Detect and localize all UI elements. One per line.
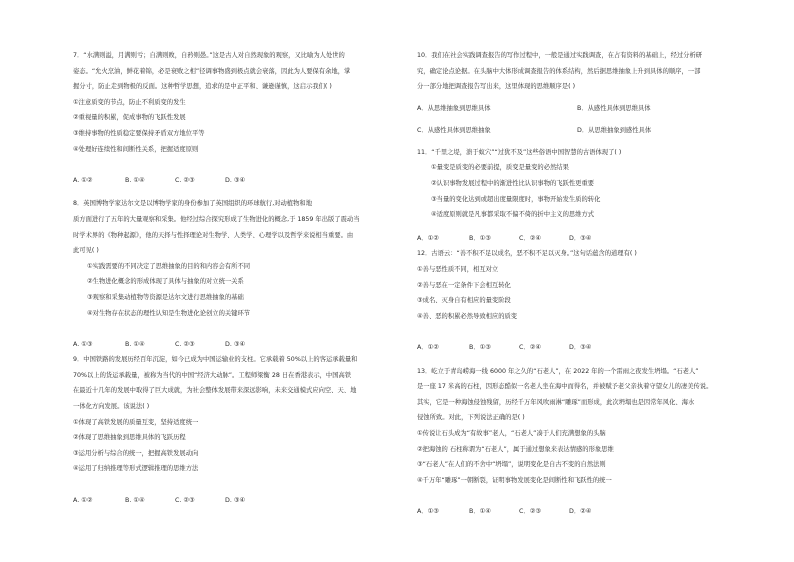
q7-choice-d[interactable]: D. ③④	[225, 176, 246, 184]
question-10	[417, 48, 757, 139]
question-11	[417, 145, 757, 247]
q13-option: ①传说让石头成为“有故事”老人，“石老人”凑于人们充满想象的头脑	[417, 429, 606, 437]
q7-option: ④处理好连续性和间断性关系，把握适度原则	[73, 145, 199, 153]
q7-option: ③维持事物的性质稳定要保持矛盾双方地位平等	[73, 129, 205, 137]
q12-choice-d[interactable]: D．③④	[569, 343, 592, 351]
q10-choice-b[interactable]: B．从感性具体到思维具体	[577, 105, 651, 113]
q7-choices	[73, 173, 413, 189]
q11-stem-line: 11．“千里之堤，溃于蚁穴”“过犹不及”这些俗语中国智慧的古语体现了( )	[417, 148, 622, 156]
q11-option: ③当量的变化达到或超出度量限度时，事物开始发生质的转化	[431, 195, 601, 203]
q12-choice-c[interactable]: C．②④	[519, 343, 541, 351]
q8-option: ①实践需要的不同决定了思维抽象的目的和内容会有所不同	[87, 262, 251, 270]
q8-stem-line: 8．英国博物学家达尔文是以博物学家的身份参加了英国组织的环球航行,对动植物和地	[73, 200, 312, 208]
question-9	[73, 352, 413, 508]
q13-choice-a[interactable]: A．①③	[417, 507, 439, 515]
q13-stem-line: 是一座 17 米高的石柱，因形态酷似一名老人坐在海中而得名，并被赋予老父亲执着守望女儿的凄美传说。	[417, 383, 713, 391]
q8-choice-b[interactable]: B. ①④	[125, 340, 145, 348]
question-7	[73, 48, 413, 188]
q7-stem-line: 7．“水满则溢，月满则亏；自满则败，自矜则愚。”这是古人对自然现象的观察，又比喻为人处世的	[73, 52, 345, 59]
q8-option: ③观察和采集动植物等资源是达尔文进行思维抽象的基础	[87, 293, 244, 301]
q12-choice-a[interactable]: A．①②	[417, 343, 439, 351]
q13-choice-d[interactable]: D．②④	[569, 507, 592, 515]
q8-choice-d[interactable]: D. ③④	[225, 340, 246, 348]
q13-stem-line: 侵蚀所致。对此，下列说法正确的是( )	[417, 414, 525, 422]
q7-choice-b[interactable]: B. ①④	[125, 176, 145, 184]
q11-choice-c[interactable]: C．②④	[519, 234, 541, 242]
q7-option: ①注意质变的节点，防止不利质变的发生	[73, 98, 186, 106]
q13-option: ②把海蚀的 石柱称谓为“石老人”，属于通过想象来表达情感的形象思维	[417, 445, 614, 453]
q12-option: ④善、恶的积累必然导致相应的质变	[417, 312, 518, 320]
q13-option: ④千万年“雕琢”一朝断裂，证明事物发展变化是间断性和飞跃性的统一	[417, 476, 612, 484]
q13-choice-b[interactable]: B．①④	[469, 507, 491, 515]
q8-option: ④对生物存在状态的理性认知是生物进化论创立的关键环节	[87, 309, 251, 317]
q9-option: ③运用分析与综合的统一，把握高铁发展动向	[73, 449, 199, 457]
q9-option: ④运用了归纳推理等形式逻辑推理的思维方法	[73, 465, 199, 473]
question-13	[417, 364, 757, 520]
q9-choice-c[interactable]: C. ②③	[175, 496, 195, 504]
q8-choices	[73, 337, 413, 353]
q10-choice-a[interactable]: A．从思维抽象到思维具体	[417, 105, 491, 113]
q11-choice-b[interactable]: B．①③	[469, 234, 491, 242]
q9-option: ②体现了思维抽象到思维具体的飞跃历程	[73, 434, 186, 442]
q7-stem-line: 姿态。“允火烹油，鲜花着锦，必是衰败之相”径调事物盛到极点就会衰落，因此为人要保有余地，掌	[73, 67, 351, 75]
question-12	[417, 246, 757, 355]
q7-choice-a[interactable]: A. ①②	[73, 176, 93, 184]
q10-option-row	[417, 101, 757, 117]
q8-option: ②生物进化概念的形成体现了具体与抽象的对立统一关系	[87, 278, 244, 286]
q10-option-row	[417, 123, 757, 139]
q11-option: ①量变是质变的必要前提，质变是量变的必然结果	[431, 164, 569, 172]
q13-choices	[417, 504, 757, 520]
q13-option: ③“石老人”在人们的不舍中“坍塌”，说明变化是自古不变的自然法则	[417, 461, 606, 469]
q10-stem-line: 分一部分地把调查报告写出来，这里体现的思维顺序是( )	[417, 83, 576, 91]
q9-choices	[73, 493, 413, 509]
q12-option: ②善与恶在一定条件下会相互转化	[417, 281, 511, 289]
left-column	[73, 48, 413, 508]
q9-option: ①体现了高铁发展的质量互变，坚持适度统一	[73, 418, 199, 426]
q8-choice-c[interactable]: C. ②③	[175, 340, 195, 348]
q12-choice-b[interactable]: B．①③	[469, 343, 491, 351]
q10-choice-d[interactable]: D．从思维抽象到感性具体	[577, 126, 652, 134]
q13-stem-line: 13．屹立于青岛崂海一线 6000 年之久的“石老人”，在 2022 年的一个雷雨之夜发生坍塌。“石老人”	[417, 367, 699, 375]
q10-choice-c[interactable]: C．从感性具体到思维抽象	[417, 126, 491, 134]
q9-stem-line: 一体化方向发展。该说法( )	[73, 403, 150, 411]
q12-choices	[417, 340, 757, 356]
q10-stem-line: 10．我们在社会实践调查报告的写作过程中，一般是通过实践调查，在占有资料的基础上，经过分析研	[417, 52, 703, 59]
q12-option: ③成名、灭身自有相应的量变阶段	[417, 297, 511, 305]
question-8	[73, 196, 413, 352]
q9-stem-line: 70%以上的货运承载量，被称为当代的中国“经济大动脉”。工程师梁衡 28 日在香港表示，中国高铁	[73, 371, 352, 379]
q13-choice-c[interactable]: C．②③	[519, 507, 541, 515]
q11-choices	[417, 231, 757, 247]
q7-stem-line: 握分寸，防止走到物极的反面。这种哲学思想，追求的是中正平和、谦逊谨慎，这启示我们( )	[73, 83, 332, 91]
q8-choice-a[interactable]: A. ①③	[73, 340, 93, 348]
q11-option: ②认识事物发展过程中的渐进性比认识事物的飞跃性更重要	[431, 180, 595, 188]
q11-option: ④适度原则就是凡事都采取不偏不倚的折中主义的思维方式	[431, 211, 595, 219]
q8-stem-line: 此可见( )	[73, 247, 99, 255]
q10-stem-line: 究，确定论点论据。在头脑中大体形成调查报告的体系结构，然后据思维抽象上升到具体的顺序，一部	[417, 67, 701, 75]
q9-choice-a[interactable]: A. ①②	[73, 496, 93, 504]
q9-choice-d[interactable]: D. ③④	[225, 496, 246, 504]
q12-option: ①善与恶性质不同，相互对立	[417, 266, 499, 274]
q9-choice-b[interactable]: B. ①④	[125, 496, 145, 504]
q8-stem-line: 质方面进行了五年的大量观察和采集。他经过综合探究形成了生物进化的概念,于 1859 年出版了震动当	[73, 215, 360, 223]
q12-stem-line: 12．古语云：“善不积不足以成名，恶不积不足以灭身。”这句话蕴含的道理有( )	[417, 250, 637, 258]
q9-stem-line: 在最近十几年的发展中取得了巨大成就，为社会整体发展带来深远影响，未来交通模式应向空、天、地	[73, 387, 357, 395]
q13-stem-line: 其实，它是一种海蚀侵蚀残留，历经千万年风吹雨淋“雕琢”而形成，此次坍塌也是因常年风化、海水	[417, 398, 695, 406]
q7-option: ②重视量的积累，促成事物的飞跃性发展	[73, 114, 186, 122]
right-column	[417, 48, 757, 520]
q9-stem-line: 9．中国铁路的发展历经百年沉淀，如今已成为中国运输业的支柱。它承载着 50%以上的客运承载量和	[73, 356, 358, 364]
q8-stem-line: 时学术界的《物种起源》，他的天择与性择理论对生物学、人类学、心理学以及哲学来说相当重要。由	[73, 231, 354, 239]
q7-choice-c[interactable]: C. ②③	[175, 176, 195, 184]
q11-choice-a[interactable]: A．①②	[417, 234, 439, 242]
q11-choice-d[interactable]: D．③④	[569, 234, 592, 242]
